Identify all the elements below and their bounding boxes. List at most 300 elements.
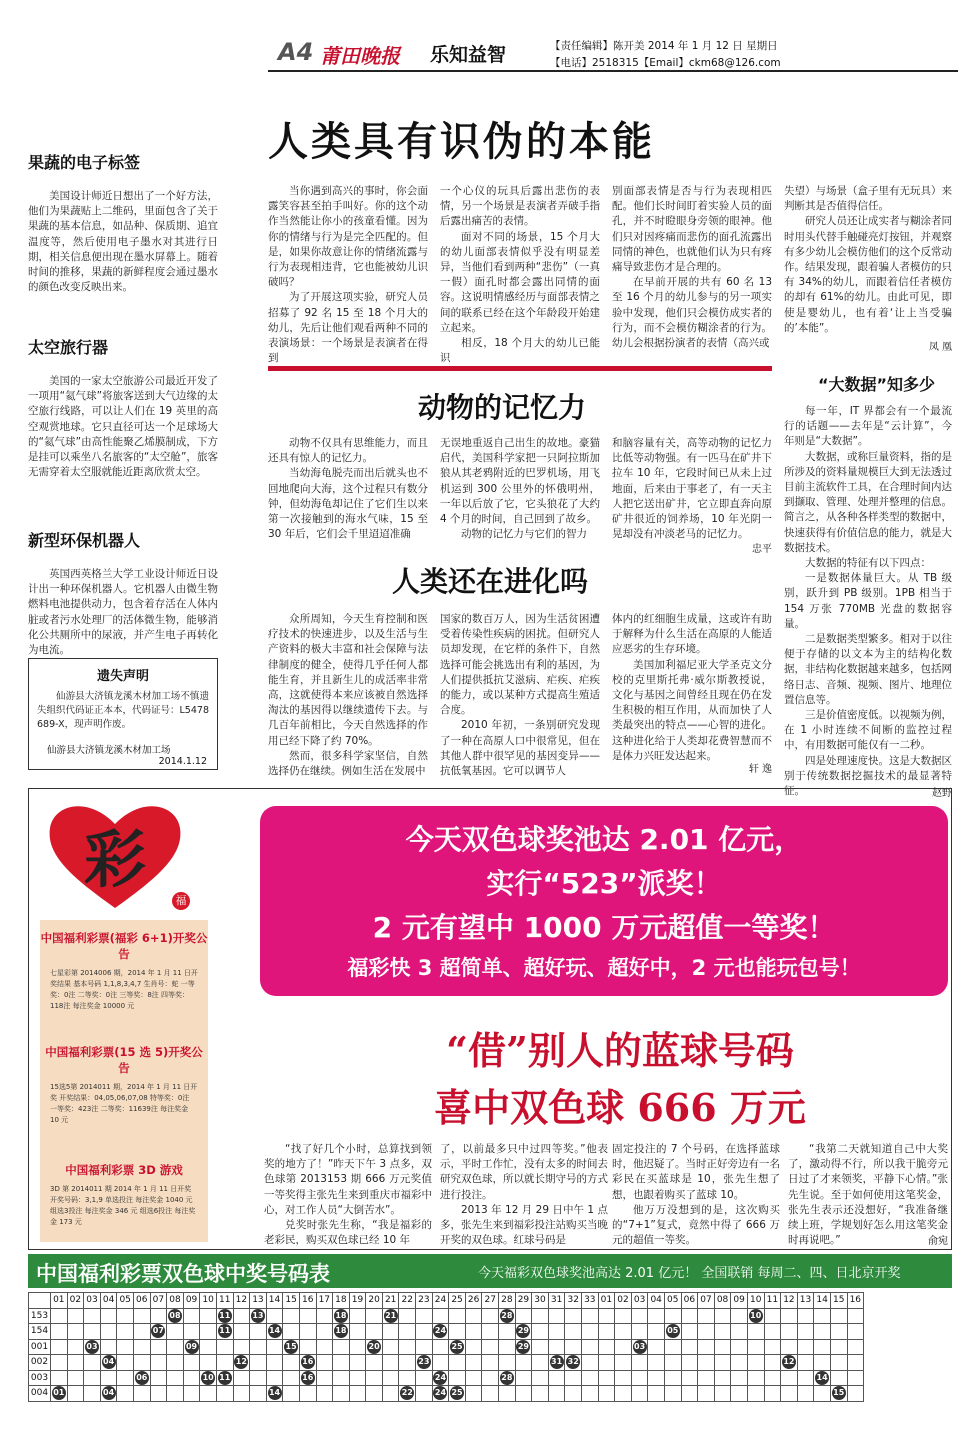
red-cell (532, 1339, 549, 1355)
red-cell (432, 1339, 449, 1355)
red-cell (382, 1386, 399, 1402)
blue-cell (747, 1339, 764, 1355)
red-header-cell: 19 (349, 1293, 366, 1309)
red-header-cell: 27 (482, 1293, 499, 1309)
red-cell (100, 1324, 117, 1340)
blue-cell (664, 1386, 681, 1402)
red-cell (117, 1355, 134, 1371)
section-divider (268, 366, 772, 371)
red-cell (250, 1308, 267, 1324)
red-ball: 08 (168, 1309, 182, 1323)
draw-row (29, 1339, 864, 1355)
notice3-title: 中国福利彩票 3D 游戏 (65, 1163, 183, 1177)
blue-header-cell: 12 (781, 1293, 798, 1309)
red-cell (515, 1308, 532, 1324)
red-header-cell: 10 (200, 1293, 217, 1309)
red-header-cell: 02 (67, 1293, 84, 1309)
blue-cell (681, 1370, 698, 1386)
blue-header-cell: 13 (797, 1293, 814, 1309)
blue-ball: 14 (815, 1371, 829, 1385)
article3-byline: 轩 逸 (748, 763, 772, 775)
red-ball: 29 (516, 1324, 530, 1338)
blue-cell (747, 1355, 764, 1371)
red-cell (67, 1370, 84, 1386)
red-cell (84, 1308, 101, 1324)
blue-cell (731, 1370, 748, 1386)
red-cell (316, 1370, 333, 1386)
blue-cell (681, 1339, 698, 1355)
red-ball: 13 (251, 1309, 265, 1323)
red-cell (532, 1308, 549, 1324)
blue-ball: 05 (666, 1324, 680, 1338)
notice-title: 遗失声明 (96, 669, 149, 684)
fu-badge: 福 (172, 892, 190, 910)
red-cell (382, 1308, 399, 1324)
banner-line-1: 今天双色球奖池达 2.01 亿元， (405, 823, 803, 856)
notice-body: 仙游县大济镇龙溪木材加工场不慎遗失组织代码证正本本，代码证号：L5478689-X，现声明作废。 (37, 691, 209, 730)
red-ball: 31 (550, 1355, 564, 1369)
red-cell (200, 1370, 217, 1386)
blue-cell (598, 1355, 615, 1371)
blue-cell (731, 1355, 748, 1371)
blue-cell (764, 1308, 781, 1324)
red-cell (133, 1370, 150, 1386)
red-cell (333, 1339, 350, 1355)
blue-header-cell: 07 (698, 1293, 715, 1309)
red-cell (582, 1339, 599, 1355)
red-cell (366, 1355, 383, 1371)
blue-cell (714, 1370, 731, 1386)
article2-col2 (440, 436, 600, 556)
red-cell (382, 1324, 399, 1340)
red-cell (449, 1339, 466, 1355)
blue-cell (731, 1308, 748, 1324)
red-cell (333, 1308, 350, 1324)
article3-col2-p1: 国家的数百万人，因为生活贫困遭受着传染性疾病的困扰。但研究人员却发现，在它样的条件下，自然选择可能会挑选出有利的基因，为人们提供抵抗艾滋病、疟疾、疟疾的能力，或以某种方式提高生殖适合度。 (440, 613, 600, 717)
red-ball: 11 (218, 1324, 232, 1338)
red-cell (283, 1386, 300, 1402)
red-cell (133, 1386, 150, 1402)
blue-cell (781, 1386, 798, 1402)
red-ball: 16 (301, 1355, 315, 1369)
blue-cell (764, 1370, 781, 1386)
blue-header-cell: 01 (598, 1293, 615, 1309)
draw-grid-table (28, 1292, 864, 1402)
notice-sign: 仙游县大济镇龙溪木材加工场 (47, 745, 171, 756)
red-cell (216, 1370, 233, 1386)
draw-table-header (28, 1254, 952, 1288)
red-ball: 22 (400, 1386, 414, 1400)
article1-byline: 凤 凰 (928, 342, 952, 354)
article2-col1-p2: 当幼海龟脱壳而出后就头也不回地爬向大海，这个过程只有数分钟，但幼海龟却记住了它们生以来第一次接触到的海水气味，15 至 30 年后，它们会千里迢迢准确 (268, 467, 428, 541)
blue-cell (598, 1339, 615, 1355)
red-header-cell: 24 (432, 1293, 449, 1309)
red-cell (366, 1370, 383, 1386)
blue-cell (814, 1339, 831, 1355)
draw-row-label: 003 (29, 1370, 51, 1386)
red-cell (167, 1339, 184, 1355)
editor-line: 【责任编辑】陈开美 2014 年 1 月 12 日 星期日 (550, 40, 778, 52)
red-cell (167, 1324, 184, 1340)
blue-cell (847, 1308, 864, 1324)
red-cell (133, 1339, 150, 1355)
red-header-cell: 30 (532, 1293, 549, 1309)
red-cell (465, 1386, 482, 1402)
blue-cell (648, 1370, 665, 1386)
draw-row-label: 001 (29, 1339, 51, 1355)
red-cell (266, 1355, 283, 1371)
blue-cell (698, 1339, 715, 1355)
red-ball: 21 (384, 1309, 398, 1323)
red-cell (183, 1355, 200, 1371)
red-ball: 14 (268, 1324, 282, 1338)
draw-row-label: 154 (29, 1324, 51, 1340)
blue-cell (664, 1370, 681, 1386)
story-col1-p2: 兑奖时张先生称，“我是福彩的老彩民，购买双色球已经 10 年 (264, 1219, 432, 1247)
blue-header-cell: 05 (664, 1293, 681, 1309)
blue-header-cell: 06 (681, 1293, 698, 1309)
story-byline: 俞宛 (928, 1236, 948, 1247)
red-cell (499, 1355, 516, 1371)
red-cell (316, 1308, 333, 1324)
blue-cell (814, 1355, 831, 1371)
story-col3-p1: 固定投注的 7 个号码，在选择蓝球时，他迟疑了。当时正好旁边有一名彩民在买蓝球是 10，张先生想了想，也跟着购买了蓝球 10。 (612, 1143, 780, 1201)
red-cell (283, 1308, 300, 1324)
red-cell (200, 1308, 217, 1324)
red-ball: 18 (334, 1324, 348, 1338)
article3-title: 人类还在进化吗 (392, 565, 589, 598)
red-cell (84, 1324, 101, 1340)
red-cell (515, 1386, 532, 1402)
red-cell (150, 1386, 167, 1402)
red-header-cell: 06 (133, 1293, 150, 1309)
notice2-body: 15选5第 2014011 期，2014 年 1 月 11 日开奖 开奖结果：04,05,06,07,08 特等奖：0注 一等奖：423注 二等奖：11639注 每注奖金 10 元 (50, 1083, 198, 1124)
red-cell (432, 1308, 449, 1324)
red-cell (382, 1355, 399, 1371)
red-cell (399, 1370, 416, 1386)
red-header-cell: 29 (515, 1293, 532, 1309)
red-header-cell: 28 (499, 1293, 516, 1309)
red-ball: 01 (52, 1386, 66, 1400)
red-cell (515, 1370, 532, 1386)
blue-cell (797, 1339, 814, 1355)
red-cell (432, 1355, 449, 1371)
red-header-cell: 31 (548, 1293, 565, 1309)
blue-cell (714, 1324, 731, 1340)
red-ball: 29 (516, 1340, 530, 1354)
red-cell (167, 1308, 184, 1324)
bigdata-p5: 二是数据类型繁多。相对于以往便于存储的以文本为主的结构化数据，非结构化数据越来越多，包括网络日志、音频、视频、图片、地理位置信息等。 (784, 633, 952, 706)
bigdata-byline: 赵野 (932, 788, 952, 800)
red-cell (382, 1370, 399, 1386)
red-cell (548, 1339, 565, 1355)
blue-cell (615, 1370, 632, 1386)
red-cell (250, 1386, 267, 1402)
red-cell (399, 1308, 416, 1324)
red-cell (316, 1386, 333, 1402)
red-ball: 32 (566, 1355, 580, 1369)
red-cell (299, 1339, 316, 1355)
blue-cell (631, 1355, 648, 1371)
bigdata-p4: 一是数据体量巨大。从 TB 级别，跃升到 PB 级别。1PB 相当于 154 万张 770MB 光盘的数据容量。 (784, 572, 952, 630)
blue-header-cell: 04 (648, 1293, 665, 1309)
blue-cell (631, 1308, 648, 1324)
red-cell (333, 1355, 350, 1371)
article1-col1-p1: 当你遇到高兴的事时，你会面露笑容甚至拍手叫好。你的这个动作当然能让你小的孩童看懂。因为你的情绪与行为是完全匹配的。但是，如果你故意让你的情绪流露与行为表现相违背，它也能被幼儿识破吗？ (268, 185, 428, 289)
red-cell (382, 1339, 399, 1355)
red-cell (100, 1355, 117, 1371)
red-ball: 25 (450, 1386, 464, 1400)
draw-notices (40, 920, 208, 1242)
story-col3 (612, 1142, 780, 1246)
red-cell (67, 1308, 84, 1324)
blue-cell (797, 1324, 814, 1340)
red-ball: 24 (433, 1386, 447, 1400)
red-header-cell: 33 (582, 1293, 599, 1309)
article3-col3-p2: 美国加利福尼亚大学圣克文分校的克里斯托弗·威尔斯教授说，文化与基因之间曾经且现在仍在发生积极的相互作用，从而加快了人类最突出的特点——心智的进化。这种进化给于人类却花费智慧而不是体力兴旺发达起来。 (612, 658, 772, 762)
blue-ball: 12 (782, 1355, 796, 1369)
red-cell (67, 1386, 84, 1402)
blue-cell (731, 1386, 748, 1402)
red-cell (399, 1339, 416, 1355)
red-cell (216, 1339, 233, 1355)
blue-cell (731, 1339, 748, 1355)
red-cell (266, 1370, 283, 1386)
red-cell (51, 1355, 68, 1371)
logo-character: 彩 (84, 823, 147, 896)
blue-cell (664, 1308, 681, 1324)
blue-cell (797, 1386, 814, 1402)
red-cell (499, 1324, 516, 1340)
notice-date: 2014.1.12 (158, 756, 207, 767)
red-cell (233, 1339, 250, 1355)
red-cell (51, 1324, 68, 1340)
red-cell (200, 1324, 217, 1340)
blue-cell (830, 1324, 847, 1340)
red-header-cell: 14 (266, 1293, 283, 1309)
draw-row (29, 1324, 864, 1340)
red-ball: 28 (500, 1309, 514, 1323)
blue-cell (615, 1339, 632, 1355)
bigdata-p7: 四是处理速度快。这是大数据区别于传统数据挖掘技术的最显著特征。 (784, 754, 952, 798)
blue-header-cell: 03 (631, 1293, 648, 1309)
blue-cell (714, 1355, 731, 1371)
red-cell (216, 1308, 233, 1324)
blue-cell (698, 1308, 715, 1324)
red-cell (84, 1339, 101, 1355)
red-cell (150, 1308, 167, 1324)
blue-cell (615, 1324, 632, 1340)
red-cell (84, 1370, 101, 1386)
red-cell (366, 1324, 383, 1340)
red-cell (515, 1339, 532, 1355)
story-col1-p1: “找了好几个小时，总算找到领奖的地方了！”昨天下午 3 点多，双色球第 2013153 期 666 万元奖值一等奖得主张先生来到重庆市福彩中心，对工作人员“大倒苦水”。 (264, 1143, 432, 1216)
blue-cell (615, 1355, 632, 1371)
notice1-body: 七星彩第 2014006 期，2014 年 1 月 11 日开奖结果 基本号码 1,1,8,3,4,7 生肖号：蛇 一等奖：0注 二等奖：0注 三等奖：8注 四等奖：118注 每注奖金 10000 元 (50, 969, 198, 1010)
red-cell (150, 1324, 167, 1340)
article3-col3-p1: 体内的红细胞生成量，这或许有助于解释为什么生活在高原的人能适应恶劣的生存环境。 (612, 613, 772, 656)
red-cell (266, 1324, 283, 1340)
sidebar-title-3: 新型环保机器人 (28, 531, 141, 550)
red-ball: 04 (102, 1386, 116, 1400)
notice2-title: 中国福利彩票(15 选 5)开奖公告 (45, 1045, 203, 1075)
red-cell (449, 1355, 466, 1371)
red-cell (100, 1370, 117, 1386)
blue-cell (797, 1355, 814, 1371)
story-col2-p2: 2013 年 12 月 29 日中午 1 点多，张先生来到福彩投注站购买当晚开奖的双色球。红球号码是 (440, 1203, 608, 1247)
red-ball: 28 (500, 1371, 514, 1385)
sidebar-body-1: 美国设计师近日想出了一个好方法，他们为果蔬贴上二维码，里面包含了关于果蔬的基本信息，如品种、保质期、追宜温度等，然后使用电子墨水对其进行日期，相关信息便出现在墨水屏幕上。随着时间的推移，果蔬的新鲜程度会通过墨水的颜色改变反映出来。 (28, 190, 218, 294)
red-header-cell: 21 (382, 1293, 399, 1309)
red-cell (316, 1339, 333, 1355)
story-col3-p2: 他万万没想到的是，这次购买的“7+1”复式，竟然中得了 666 万元的超值一等奖。 (612, 1203, 780, 1247)
blue-ball: 03 (633, 1340, 647, 1354)
red-header-cell: 17 (316, 1293, 333, 1309)
red-cell (548, 1370, 565, 1386)
bigdata-p2: 大数据，或称巨量资料，指的是所涉及的资料量规模巨大到无法透过目前主流软件工具，在合理时间内达到撷取、管理、处理并整理的信息。简言之，从各种各样类型的数据中，快速获得有价值信息的能力，就是大数据技术。 (784, 450, 952, 554)
red-cell (565, 1324, 582, 1340)
blue-cell (814, 1370, 831, 1386)
article2-title: 动物的记忆力 (418, 391, 587, 424)
blue-cell (615, 1386, 632, 1402)
red-header-cell: 32 (565, 1293, 582, 1309)
red-cell (233, 1324, 250, 1340)
red-ball: 15 (284, 1340, 298, 1354)
blue-cell (847, 1386, 864, 1402)
article2-col2-p1: 无误地重返自己出生的故地。豪猫启代，美国科学家把一只阿拉斯加狼从其老鸦附近的巴罗机场，用飞机运到 300 公里外的怀俄明州，一年以后放了它，它头狼花了大约 4 个月的时间，自己回到了故乡。 (440, 437, 600, 526)
red-cell (67, 1355, 84, 1371)
red-cell (582, 1308, 599, 1324)
red-cell (349, 1339, 366, 1355)
contact-line: 【电话】2518315【Email】ckm68@126.com (550, 57, 781, 69)
notice1-title: 中国福利彩票(福彩 6+1)开奖公告 (40, 931, 208, 961)
red-cell (250, 1355, 267, 1371)
red-cell (283, 1339, 300, 1355)
red-cell (233, 1370, 250, 1386)
red-cell (499, 1386, 516, 1402)
article2-byline: 忠平 (752, 544, 772, 555)
red-cell (416, 1386, 433, 1402)
article2-col1 (268, 436, 428, 556)
red-ball: 14 (268, 1386, 282, 1400)
blue-cell (797, 1308, 814, 1324)
heart-logo-icon (40, 796, 190, 916)
red-cell (499, 1308, 516, 1324)
red-cell (349, 1386, 366, 1402)
red-cell (465, 1339, 482, 1355)
red-cell (51, 1308, 68, 1324)
red-cell (316, 1355, 333, 1371)
draw-table-subtitle: 今天福彩双色球奖池高达 2.01 亿元！ 全国联销 每周二、四、日北京开奖 (478, 1266, 901, 1281)
blue-cell (681, 1355, 698, 1371)
red-header-cell: 09 (183, 1293, 200, 1309)
red-cell (482, 1339, 499, 1355)
red-cell (283, 1370, 300, 1386)
draw-row (29, 1355, 864, 1371)
blue-cell (781, 1370, 798, 1386)
red-ball: 24 (433, 1324, 447, 1338)
red-cell (250, 1370, 267, 1386)
blue-cell (830, 1308, 847, 1324)
red-cell (399, 1324, 416, 1340)
red-cell (133, 1308, 150, 1324)
red-header-cell: 13 (250, 1293, 267, 1309)
red-cell (565, 1355, 582, 1371)
red-cell (349, 1324, 366, 1340)
article1-col2 (440, 184, 600, 365)
red-cell (548, 1308, 565, 1324)
red-cell (183, 1339, 200, 1355)
article2-col3 (612, 436, 772, 556)
red-cell (465, 1308, 482, 1324)
blue-cell (781, 1339, 798, 1355)
draw-row-label: 153 (29, 1308, 51, 1324)
red-header-cell: 18 (333, 1293, 350, 1309)
red-cell (349, 1370, 366, 1386)
red-cell (216, 1324, 233, 1340)
red-cell (67, 1324, 84, 1340)
blue-cell (781, 1355, 798, 1371)
blue-cell (648, 1339, 665, 1355)
red-ball: 16 (301, 1371, 315, 1385)
blue-cell (747, 1370, 764, 1386)
red-cell (532, 1324, 549, 1340)
article3-col3 (612, 612, 772, 782)
red-cell (515, 1324, 532, 1340)
blue-header-cell: 08 (714, 1293, 731, 1309)
red-cell (167, 1386, 184, 1402)
red-header-cell: 07 (150, 1293, 167, 1309)
red-cell (416, 1370, 433, 1386)
red-cell (416, 1324, 433, 1340)
red-cell (266, 1339, 283, 1355)
blue-cell (698, 1370, 715, 1386)
red-cell (532, 1370, 549, 1386)
blue-cell (698, 1355, 715, 1371)
story-col1 (264, 1142, 432, 1246)
red-cell (51, 1386, 68, 1402)
story-col2-p1: 了，以前最多只中过四等奖。”他表示，平时工作忙，没有太多的时间去研究双色球，所以就长期守号的方式进行投注。 (440, 1143, 608, 1201)
red-cell (100, 1386, 117, 1402)
story-headline-1: “借”别人的蓝球号码 (446, 1028, 794, 1073)
blue-cell (648, 1308, 665, 1324)
blue-cell (631, 1386, 648, 1402)
blue-cell (847, 1339, 864, 1355)
red-cell (150, 1355, 167, 1371)
article3-col1-p1: 众所周知，今天生育控制和医疗技术的快速进步，以及生活与生产资料的极大丰富和社会保障与法律制度的健全，使得几乎任何人都能生育，并且新生儿的成活率非常高，这就使得本来应该被自然选择淘汰的基因得以继续遗传下去。与几百年前相比，今天自然选择的作用已经下降了约 70%。 (268, 613, 428, 747)
blue-ball: 10 (749, 1309, 763, 1323)
red-ball: 12 (234, 1355, 248, 1369)
blue-cell (731, 1324, 748, 1340)
page-number: A4 (278, 38, 314, 66)
blue-cell (714, 1386, 731, 1402)
article1-title: 人类具有识伪的本能 (268, 119, 655, 165)
article2-col1-p1: 动物不仅具有思维能力，而且还具有惊人的记忆力。 (268, 437, 428, 465)
red-cell (399, 1355, 416, 1371)
red-cell (449, 1386, 466, 1402)
article2-col3-p1: 和脑容量有关，高等动物的记忆力比低等动物强。有一匹马在矿井下拉车 10 年，它段时间已从未上过地面，后来由于事老了，有一天主人把它送出矿井，它立即直奔向原矿井很近的饲养场，10 年光阴一晃却没有冲淡老马的记忆力。 (612, 437, 772, 541)
blue-cell (648, 1355, 665, 1371)
red-cell (233, 1308, 250, 1324)
article3-col2 (440, 612, 600, 782)
red-cell (167, 1355, 184, 1371)
red-cell (416, 1339, 433, 1355)
red-ball: 25 (450, 1340, 464, 1354)
blue-cell (681, 1324, 698, 1340)
red-header-cell: 23 (416, 1293, 433, 1309)
red-cell (548, 1324, 565, 1340)
banner-line-3: 2 元有望中 1000 万元超值一等奖！ (372, 911, 836, 944)
